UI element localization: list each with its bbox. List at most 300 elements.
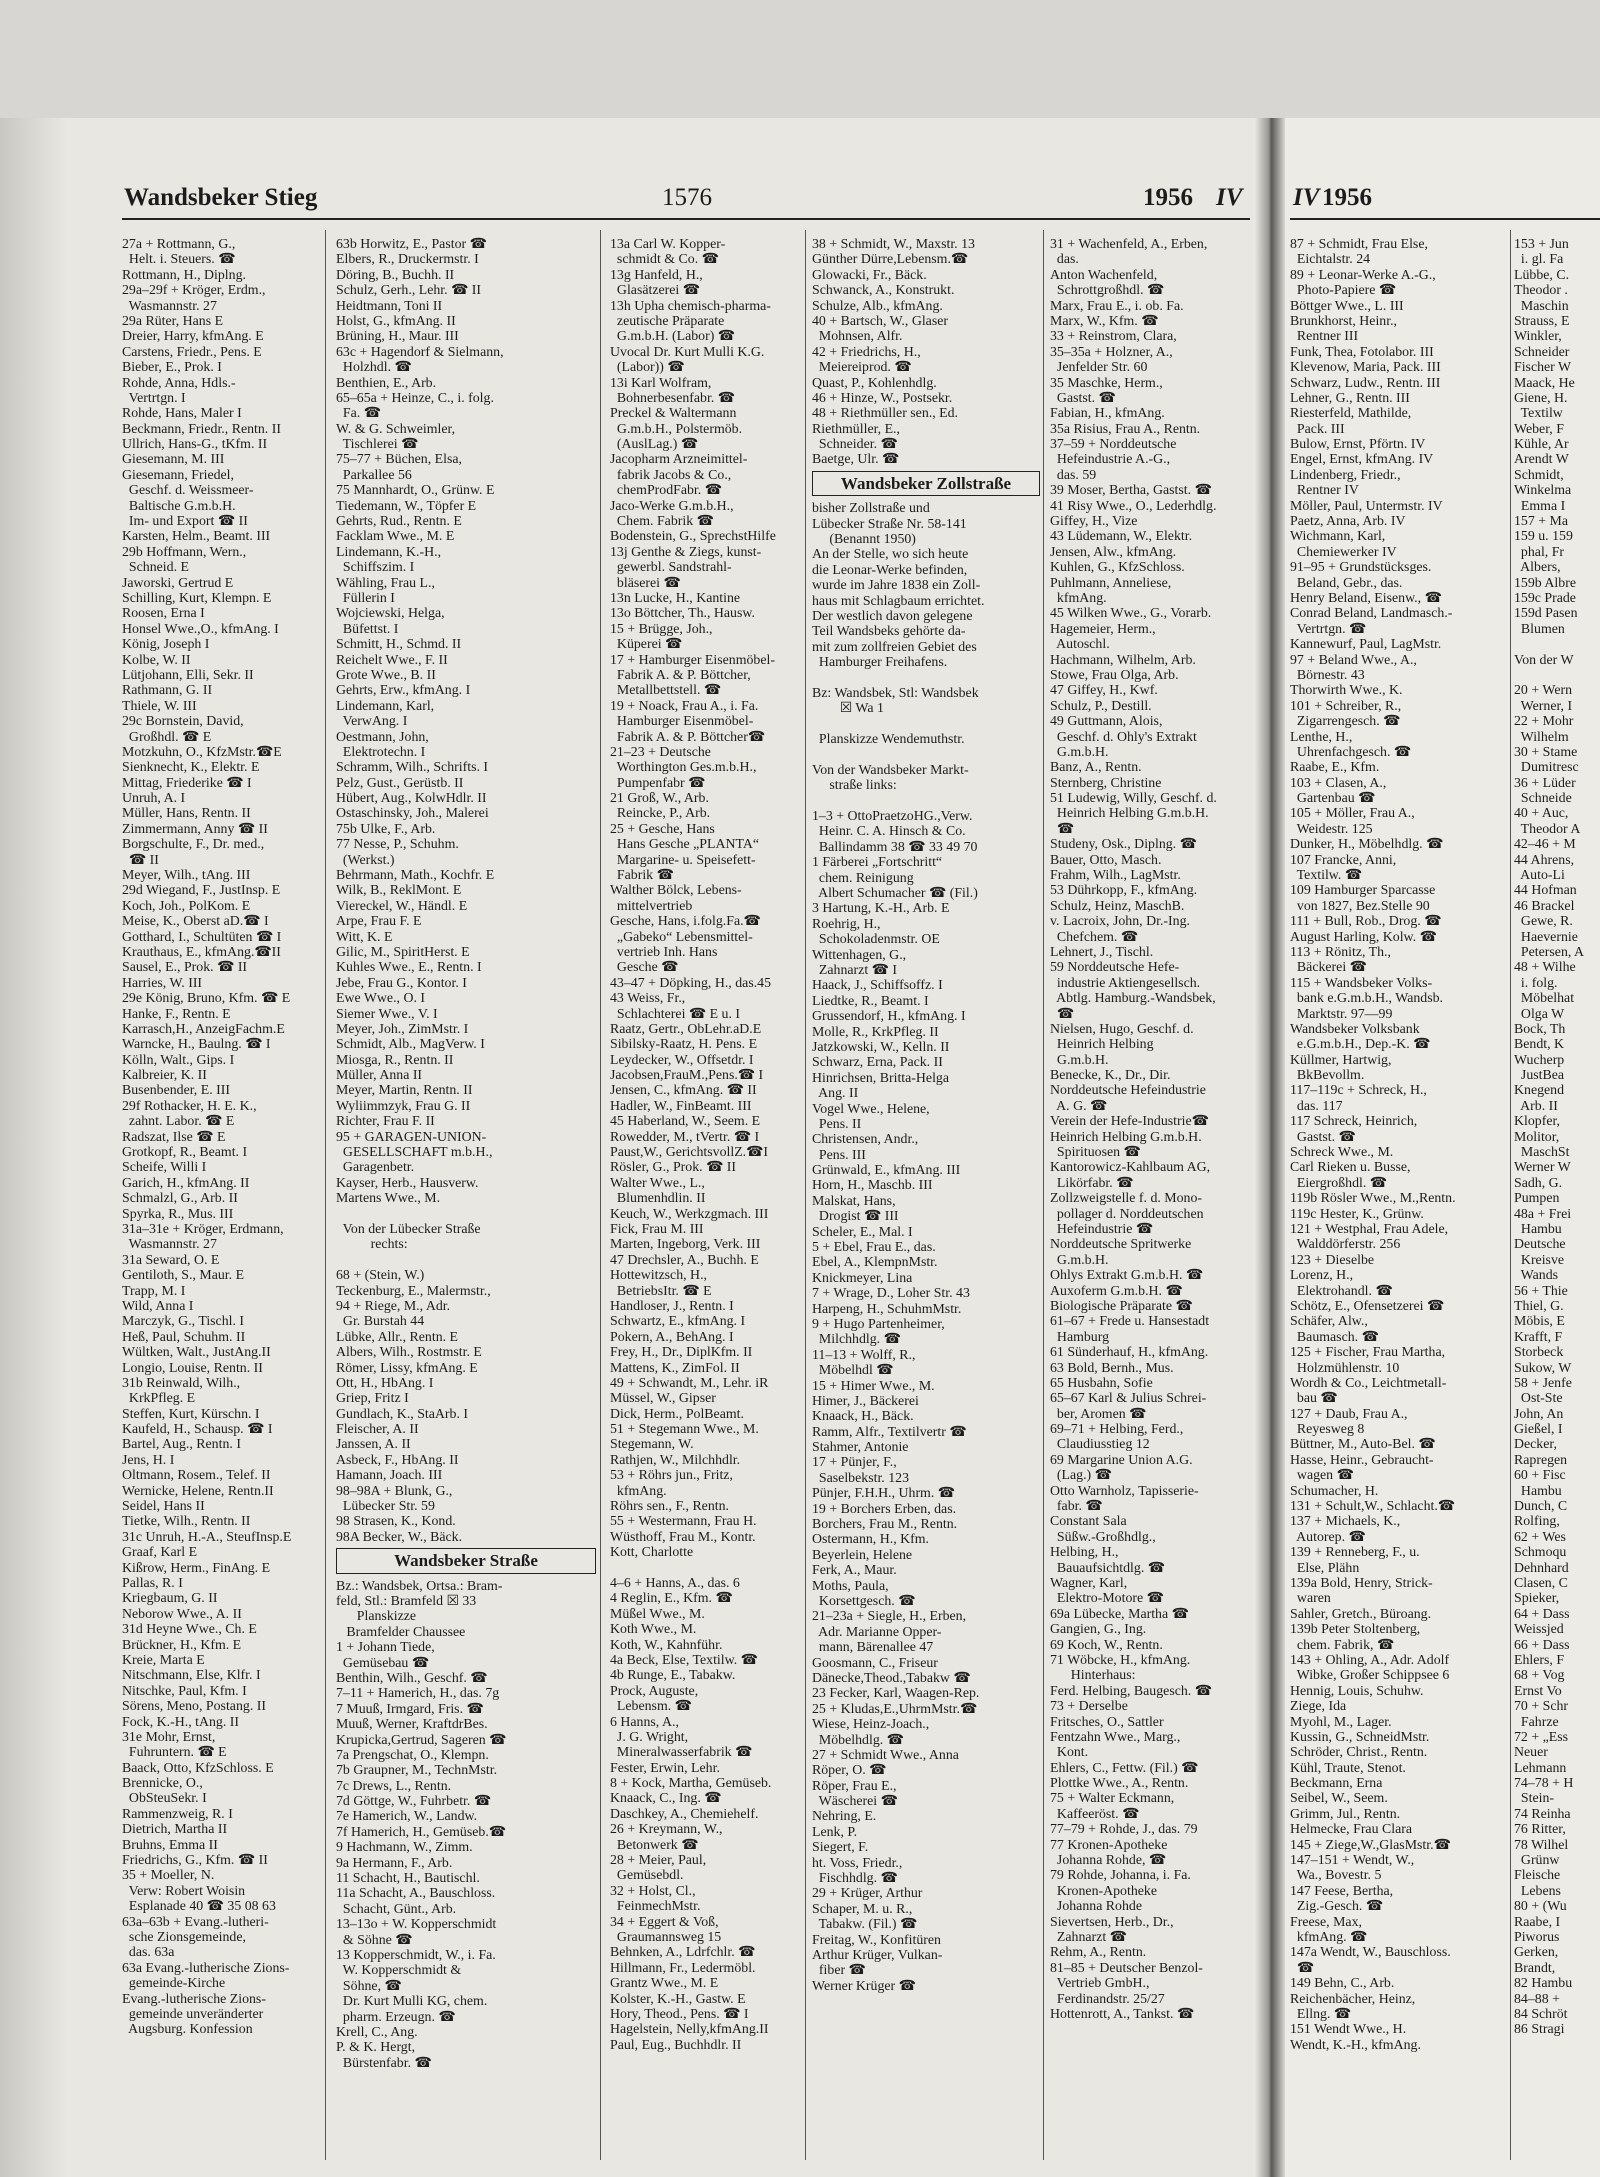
directory-entry: Kronen-Apotheke bbox=[1050, 1882, 1157, 1898]
directory-entry: Holst, G., kfmAng. II bbox=[336, 312, 456, 328]
directory-entry: Bartel, Aug., Rentn. I bbox=[122, 1436, 241, 1452]
directory-entry: 159d Pasen bbox=[1514, 605, 1578, 621]
directory-entry: Freese, Max, bbox=[1290, 1913, 1362, 1929]
directory-entry: 7c Drews, L., Rentn. bbox=[336, 1777, 452, 1793]
directory-entry: Lebens bbox=[1514, 1882, 1561, 1898]
directory-entry: Vogel Wwe., Helene, bbox=[812, 1100, 930, 1116]
directory-entry: Himer, J., Bäckerei bbox=[812, 1392, 919, 1408]
directory-entry: Jatzkowski, W., Kelln. II bbox=[812, 1038, 950, 1054]
directory-entry: 63c + Hagendorf & Sielmann, bbox=[336, 343, 504, 359]
directory-entry: Kolbe, W. II bbox=[122, 651, 191, 667]
directory-entry: Schokoladenmstr. OE bbox=[812, 931, 940, 947]
directory-entry: Giesemann, Friedel, bbox=[122, 466, 234, 482]
directory-entry: Schilling, Kurt, Klempn. E bbox=[122, 589, 272, 605]
directory-entry: Müller, Anna II bbox=[336, 1067, 423, 1083]
directory-entry: Hambu bbox=[1514, 1221, 1562, 1236]
directory-entry: Wittenhagen, G., bbox=[812, 946, 907, 962]
directory-entry: Rathjen, W., Milchhdlr. bbox=[610, 1451, 741, 1467]
directory-entry: Schwanck, A., Konstrukt. bbox=[812, 282, 955, 298]
directory-entry: „Gabeko“ Lebensmittel- bbox=[610, 928, 753, 944]
directory-entry: Muuß, Werner, KraftdrBes. bbox=[336, 1716, 488, 1732]
directory-entry: Johanna Rohde bbox=[1050, 1898, 1142, 1914]
directory-entry: Koth, W., Kahnführ. bbox=[610, 1636, 723, 1652]
directory-entry: Hagemeier, Herm., bbox=[1050, 620, 1156, 636]
directory-entry: Marktstr. 97—99 bbox=[1290, 1005, 1393, 1021]
directory-entry: Schneider bbox=[1514, 343, 1570, 359]
directory-entry: 121 + Westphal, Frau Adele, bbox=[1290, 1221, 1449, 1236]
directory-entry: 27a + Rottmann, G., bbox=[122, 236, 236, 251]
directory-entry: 147a Wendt, W., Bauschloss. bbox=[1290, 1944, 1451, 1960]
directory-entry: Carl Rieken u. Busse, bbox=[1290, 1159, 1411, 1175]
directory-entry: Schneider. ☎ bbox=[812, 436, 898, 452]
directory-entry: Unruh, A. I bbox=[122, 790, 186, 806]
directory-entry: 48a + Frei bbox=[1514, 1205, 1572, 1221]
directory-entry: zahnt. Labor. ☎ E bbox=[122, 1113, 235, 1129]
directory-entry: Sahler, Gretch., Büroang. bbox=[1290, 1605, 1432, 1621]
directory-entry: Claudiusstieg 12 bbox=[1050, 1436, 1150, 1452]
directory-entry: Wyliimmzyk, Frau G. II bbox=[336, 1097, 471, 1113]
directory-entry: 53 Dührkopp, F., kfmAng. bbox=[1050, 882, 1198, 898]
directory-entry: ☎ bbox=[1050, 1005, 1075, 1021]
directory-entry: Jens, H. I bbox=[122, 1451, 175, 1467]
directory-entry: 1–3 + OttoPraetzoHG.,Verw. bbox=[812, 808, 973, 824]
directory-entry: Kuhlen, G., KfzSchloss. bbox=[1050, 559, 1185, 575]
directory-entry: Baack, Otto, KfzSchloss. E bbox=[122, 1759, 274, 1775]
directory-entry: Bz.: Wandsbek, Ortsa.: Bram- bbox=[336, 1577, 503, 1593]
directory-entry: Schmidt, bbox=[1514, 466, 1564, 482]
directory-entry: Meise, K., Oberst aD.☎ I bbox=[122, 913, 269, 929]
directory-entry: Jensen, Alw., kfmAng. bbox=[1050, 543, 1177, 559]
directory-entry: Wagner, Karl, bbox=[1050, 1574, 1128, 1590]
directory-entry: Röper, Frau E., bbox=[812, 1777, 897, 1793]
column-divider bbox=[600, 230, 601, 2160]
directory-entry: 73 + Derselbe bbox=[1050, 1698, 1128, 1714]
directory-entry: Küperei ☎ bbox=[610, 636, 683, 652]
directory-entry: bank e.G.m.b.H., Wandsb. bbox=[1290, 990, 1443, 1006]
directory-entry: Engel, Ernst, kfmAng. IV bbox=[1290, 451, 1434, 467]
directory-entry: Gr. Burstah 44 bbox=[336, 1313, 425, 1329]
directory-entry: Betonwerk ☎ bbox=[610, 1836, 699, 1852]
directory-entry: Fabian, H., kfmAng. bbox=[1050, 405, 1165, 421]
directory-entry: Bulow, Ernst, Pförtn. IV bbox=[1290, 436, 1426, 452]
directory-entry: 32 + Holst, Cl., bbox=[610, 1882, 696, 1898]
directory-entry: Nitschmann, Else, Klfr. I bbox=[122, 1667, 261, 1683]
directory-entry: 55 + Westermann, Frau H. bbox=[610, 1513, 757, 1529]
directory-entry: Hagelstein, Nelly,kfmAng.II bbox=[610, 2021, 769, 2037]
directory-entry: Thorwirth Wwe., K. bbox=[1290, 682, 1403, 698]
directory-entry: Uvocal Dr. Kurt Mulli K.G. bbox=[610, 343, 765, 359]
directory-entry: Wäscherei ☎ bbox=[812, 1793, 898, 1809]
directory-entry: Gesche, Hans, i.folg.Fa.☎ bbox=[610, 913, 761, 929]
directory-entry: Ballindamm 38 ☎ 33 49 70 bbox=[812, 838, 978, 854]
directory-entry: Der westlich davon gelegene bbox=[812, 608, 973, 623]
directory-entry: Elektrotechn. I bbox=[336, 743, 426, 759]
directory-entry: 31d Heyne Wwe., Ch. E bbox=[122, 1621, 257, 1637]
directory-entry: 13n Lucke, H., Kantine bbox=[610, 589, 741, 605]
directory-entry: Chem. Fabrik ☎ bbox=[610, 513, 714, 529]
directory-entry: Rehm, A., Rentn. bbox=[1050, 1944, 1147, 1960]
directory-entry: Elbers, R., Druckermstr. I bbox=[336, 251, 479, 267]
directory-entry: 127 + Daub, Frau A., bbox=[1290, 1405, 1408, 1421]
directory-entry: Lehner, G., Rentn. III bbox=[1290, 389, 1410, 405]
directory-entry: Planskizze Wendemuthstr. bbox=[812, 731, 965, 747]
directory-entry: Seibel, W., Seem. bbox=[1290, 1790, 1388, 1806]
directory-entry: Moths, Paula, bbox=[812, 1577, 889, 1593]
directory-entry: 7 + Wrage, D., Loher Str. 43 bbox=[812, 1285, 970, 1301]
directory-entry: W. Kopperschmidt & bbox=[336, 1962, 462, 1978]
directory-entry: Fa. ☎ bbox=[336, 405, 381, 421]
directory-entry: kfmAng. bbox=[1050, 589, 1107, 605]
directory-entry: Hamann, Joach. III bbox=[336, 1467, 443, 1483]
directory-entry: 43 Weiss, Fr., bbox=[610, 990, 686, 1006]
directory-entry: Miosga, R., Rentn. II bbox=[336, 1051, 454, 1067]
directory-entry: Pallas, R. I bbox=[122, 1574, 183, 1590]
directory-entry: Kuhles Wwe., E., Rentn. I bbox=[336, 959, 482, 975]
directory-entry: 46 Brackel bbox=[1514, 897, 1575, 913]
directory-entry: 149 Behn, C., Arb. bbox=[1290, 1975, 1395, 1991]
directory-entry: Trapp, M. I bbox=[122, 1282, 186, 1298]
directory-entry: Fleische bbox=[1514, 1867, 1561, 1883]
directory-entry: 109 Hamburger Sparcasse bbox=[1290, 882, 1436, 898]
directory-entry: Bz: Wandsbek, Stl: Wandsbek bbox=[812, 684, 979, 700]
directory-entry: Margarine- u. Speisefett- bbox=[610, 851, 756, 867]
directory-entry: Baumasch. ☎ bbox=[1290, 1328, 1379, 1344]
directory-column-6 bbox=[1290, 236, 1508, 2160]
directory-entry: 1 + Johann Tiede, bbox=[336, 1639, 435, 1655]
directory-entry: Harries, W. III bbox=[122, 974, 203, 990]
directory-entry: Gehrts, Erw., kfmAng. I bbox=[336, 682, 471, 698]
directory-entry: Ehlers, F bbox=[1514, 1651, 1565, 1667]
directory-entry: 86 Stragi bbox=[1514, 2021, 1565, 2037]
directory-entry: 74 Reinha bbox=[1514, 1805, 1571, 1821]
directory-entry: Brunkhorst, Heinr., bbox=[1290, 312, 1398, 328]
directory-entry: Weidestr. 125 bbox=[1290, 820, 1373, 836]
directory-entry: 44 Ahrens, bbox=[1514, 851, 1575, 867]
directory-entry: Saselbekstr. 123 bbox=[812, 1469, 910, 1485]
directory-entry: Schulz, Gerh., Lehr. ☎ II bbox=[336, 282, 482, 298]
directory-entry: Gießel, I bbox=[1514, 1421, 1563, 1437]
directory-entry: Dreier, Harry, kfmAng. E bbox=[122, 328, 264, 344]
directory-entry: chem. Fabrik, ☎ bbox=[1290, 1636, 1395, 1652]
directory-entry: Zahnarzt ☎ bbox=[1050, 1928, 1127, 1944]
directory-entry: Von der Lübecker Straße bbox=[336, 1221, 481, 1236]
year-left: 1956 bbox=[1143, 184, 1193, 211]
directory-entry: Ziege, Ida bbox=[1290, 1698, 1347, 1714]
directory-entry: Sibilsky-Raatz, H. Pens. E bbox=[610, 1036, 758, 1052]
directory-entry: Von der W bbox=[1514, 651, 1574, 667]
directory-entry: Lindenberg, Friedr., bbox=[1290, 466, 1401, 482]
directory-entry: 29 + Krüger, Arthur bbox=[812, 1885, 923, 1901]
directory-entry: Heinrich Helbing bbox=[1050, 1036, 1154, 1052]
directory-entry: Theodor A bbox=[1514, 820, 1581, 836]
directory-entry: Friedrichs, G., Kfm. ☎ II bbox=[122, 1852, 268, 1868]
directory-entry: Martens Wwe., M. bbox=[336, 1190, 441, 1206]
directory-entry: 69–71 + Helbing, Ferd., bbox=[1050, 1421, 1184, 1437]
directory-entry: Wandsbeker Volksbank bbox=[1290, 1020, 1420, 1036]
directory-entry: Schaper, M. u. R., bbox=[812, 1900, 913, 1916]
directory-entry: Plottke Wwe., A., Rentn. bbox=[1050, 1775, 1189, 1791]
directory-entry: Sievertsen, Herb., Dr., bbox=[1050, 1913, 1174, 1929]
directory-entry: Bohnerbesenfabr. ☎ bbox=[610, 389, 736, 405]
directory-entry: Schötz, E., Ofensetzerei ☎ bbox=[1290, 1297, 1445, 1313]
directory-entry: Photo-Papiere ☎ bbox=[1290, 282, 1397, 298]
directory-entry: haus mit Schlagbaum errichtet. bbox=[812, 592, 985, 608]
directory-entry: 35 + Moeller, N. bbox=[122, 1867, 215, 1883]
directory-entry: 3 Hartung, K.-H., Arb. E bbox=[812, 900, 950, 916]
directory-entry: 159c Prade bbox=[1514, 589, 1576, 605]
directory-entry: 1 Färberei „Fortschritt“ bbox=[812, 854, 943, 870]
directory-entry: 107 Francke, Anni, bbox=[1290, 851, 1397, 867]
directory-entry: Frey, H., Dr., DiplKfm. II bbox=[610, 1344, 753, 1360]
directory-entry: kfmAng. ☎ bbox=[1290, 1928, 1368, 1944]
directory-entry: Albers, bbox=[1514, 559, 1561, 575]
directory-entry: Glowacki, Fr., Bäck. bbox=[812, 266, 927, 282]
directory-entry: Wilhelm bbox=[1514, 728, 1569, 744]
directory-entry: Knaack, H., Bäck. bbox=[812, 1408, 914, 1424]
directory-entry: Storbeck bbox=[1514, 1344, 1564, 1360]
directory-entry: Tiedemann, W., Töpfer E bbox=[336, 497, 477, 513]
directory-entry: Möbelhdlg. ☎ bbox=[812, 1731, 904, 1747]
directory-entry: Gilic, M., SpiritHerst. E bbox=[336, 943, 470, 959]
directory-entry: Beland, Gebr., das. bbox=[1290, 574, 1403, 590]
directory-entry: Wichmann, Karl, bbox=[1290, 528, 1386, 544]
directory-entry: Stegemann, W. bbox=[610, 1436, 694, 1452]
directory-entry: Baetge, Ulr. ☎ bbox=[812, 451, 900, 467]
directory-entry: Küllmer, Hartwig, bbox=[1290, 1051, 1392, 1067]
directory-entry: 29b Hoffmann, Wern., bbox=[122, 543, 247, 559]
column-divider bbox=[805, 230, 806, 2160]
directory-entry: 13 Kopperschmidt, W., i. Fa. bbox=[336, 1946, 496, 1962]
directory-entry: Beckmann, Erna bbox=[1290, 1775, 1383, 1791]
directory-entry: ☎ II bbox=[122, 851, 159, 867]
directory-entry: Fabrik A. & P. Böttcher, bbox=[610, 666, 751, 682]
directory-entry: Ferd. Helbing, Baugesch. ☎ bbox=[1050, 1682, 1212, 1698]
directory-entry: Marx, W., Kfm. ☎ bbox=[1050, 312, 1159, 328]
directory-entry: 35–35a + Holzner, A., bbox=[1050, 343, 1173, 359]
directory-entry: Wa., Bovestr. 5 bbox=[1290, 1867, 1382, 1883]
directory-entry: Horn, H., Maschb. III bbox=[812, 1177, 933, 1193]
directory-entry: Tabakw. (Fil.) ☎ bbox=[812, 1916, 918, 1932]
directory-entry: Krupicka,Gertrud, Sageren ☎ bbox=[336, 1731, 507, 1747]
directory-entry: 19 + Noack, Frau A., i. Fa. bbox=[610, 697, 759, 713]
directory-entry: Olga W bbox=[1514, 1005, 1565, 1021]
directory-entry: Reyesweg 8 bbox=[1290, 1421, 1365, 1437]
directory-entry: Quast, P., Kohlenhdlg. bbox=[812, 374, 937, 390]
directory-entry: 19 + Borchers Erben, das. bbox=[812, 1500, 957, 1516]
directory-entry: Griep, Fritz I bbox=[336, 1390, 409, 1406]
directory-entry: Eiergroßhdl. ☎ bbox=[1290, 1174, 1388, 1190]
directory-column-4 bbox=[812, 236, 1040, 2160]
directory-entry: Scheler, E., Mal. I bbox=[812, 1223, 913, 1239]
directory-entry: 113 + Rönitz, Th., bbox=[1290, 943, 1391, 959]
header-rule-right bbox=[1290, 218, 1600, 220]
directory-entry: Knickmeyer, Lina bbox=[812, 1269, 913, 1285]
directory-entry: 48 + Wilhe bbox=[1514, 959, 1576, 975]
directory-entry: Hamburger Freihafens. bbox=[812, 654, 948, 670]
directory-entry: Gartenbau ☎ bbox=[1290, 790, 1376, 806]
directory-entry: Seidel, Hans II bbox=[122, 1498, 205, 1514]
directory-entry: 40 + Bartsch, W., Glaser bbox=[812, 312, 948, 328]
directory-entry: i. folg. bbox=[1514, 974, 1558, 990]
directory-entry: 87 + Schmidt, Frau Else, bbox=[1290, 236, 1428, 251]
directory-entry: 82 Hambu bbox=[1514, 1975, 1573, 1991]
directory-entry: Prock, Auguste, bbox=[610, 1682, 699, 1698]
directory-entry: 4a Beck, Else, Textilw. ☎ bbox=[610, 1651, 758, 1667]
directory-entry: Helmecke, Frau Clara bbox=[1290, 1821, 1412, 1837]
directory-entry: Oestmann, John, bbox=[336, 728, 429, 744]
directory-entry: Hans Gesche „PLANTA“ bbox=[610, 836, 759, 852]
directory-entry: Dunch, C bbox=[1514, 1498, 1568, 1514]
directory-entry: 11–13 + Wolff, R., bbox=[812, 1346, 916, 1362]
directory-entry: Bieber, E., Prok. I bbox=[122, 359, 222, 375]
directory-entry: 59 Norddeutsche Hefe- bbox=[1050, 959, 1180, 975]
directory-entry: Gastst. ☎ bbox=[1050, 389, 1116, 405]
directory-entry: 30 + Stame bbox=[1514, 743, 1578, 759]
directory-entry: Grünwald, E., kfmAng. III bbox=[812, 1162, 961, 1178]
directory-entry: Römer, Lissy, kfmAng. E bbox=[336, 1359, 478, 1375]
directory-entry: 42–46 + M bbox=[1514, 836, 1576, 852]
directory-entry: 151 Wendt Wwe., H. bbox=[1290, 2021, 1407, 2037]
directory-entry: Büttner, M., Auto-Bel. ☎ bbox=[1290, 1436, 1436, 1452]
directory-entry: KrkPfleg. E bbox=[122, 1390, 196, 1406]
directory-entry: Fabrik ☎ bbox=[610, 867, 674, 883]
directory-entry: 49 Guttmann, Alois, bbox=[1050, 713, 1163, 729]
directory-entry: das. 59 bbox=[1050, 466, 1097, 482]
directory-entry: 65–65a + Heinze, C., i. folg. bbox=[336, 389, 494, 405]
directory-entry: Kott, Charlotte bbox=[610, 1544, 694, 1560]
directory-entry: Meyer, Martin, Rentn. II bbox=[336, 1082, 473, 1098]
directory-entry: Spyrka, R., Mus. III bbox=[122, 1205, 234, 1221]
directory-entry: das. 117 bbox=[1290, 1097, 1343, 1113]
directory-entry: Jensen, C., kfmAng. ☎ II bbox=[610, 1082, 757, 1098]
directory-entry bbox=[336, 1206, 596, 1221]
directory-entry: Paul, Eug., Buchhdlr. II bbox=[610, 2036, 742, 2052]
directory-entry: König, Joseph I bbox=[122, 636, 210, 652]
directory-entry: 72 + „Ess bbox=[1514, 1728, 1569, 1744]
directory-entry: Kayser, Herb., Hausverw. bbox=[336, 1174, 479, 1190]
directory-entry: 44 Hofman bbox=[1514, 882, 1577, 898]
directory-entry: Siemer Wwe., V. I bbox=[336, 1005, 438, 1021]
directory-entry: Jenfelder Str. 60 bbox=[1050, 359, 1148, 375]
directory-entry: Behnken, A., Ldrfchlr. ☎ bbox=[610, 1944, 756, 1960]
directory-column-5 bbox=[1050, 236, 1252, 2160]
directory-entry: 9a Hermann, F., Arb. bbox=[336, 1854, 453, 1870]
directory-entry: Sausel, E., Prok. ☎ II bbox=[122, 959, 248, 975]
directory-entry: 63b Horwitz, E., Pastor ☎ bbox=[336, 236, 487, 251]
directory-entry: 143 + Ohling, A., Adr. Adolf bbox=[1290, 1651, 1450, 1667]
directory-entry: Grotkopf, R., Beamt. I bbox=[122, 1144, 248, 1160]
directory-entry: Constant Sala bbox=[1050, 1513, 1127, 1529]
directory-entry: 84–88 + bbox=[1514, 1990, 1560, 2006]
directory-entry: Fleischer, A. II bbox=[336, 1421, 419, 1437]
directory-entry: Bruhns, Emma II bbox=[122, 1836, 218, 1852]
directory-entry: 69 Margarine Union A.G. bbox=[1050, 1451, 1193, 1467]
directory-entry: Lorenz, H., bbox=[1290, 1267, 1354, 1283]
directory-entry: 13g Hanfeld, H., bbox=[610, 266, 703, 282]
directory-entry bbox=[812, 670, 1040, 685]
directory-entry: Rottmann, H., Diplng. bbox=[122, 266, 246, 282]
directory-entry: 68 + (Stein, W.) bbox=[336, 1267, 425, 1283]
directory-entry: 76 Ritter, bbox=[1514, 1821, 1566, 1837]
directory-entry: Thiele, W. III bbox=[122, 697, 197, 713]
directory-entry: Baltische G.m.b.H. bbox=[122, 497, 236, 513]
directory-entry: 77 Kronen-Apotheke bbox=[1050, 1836, 1168, 1852]
directory-entry: Lübbe, C. bbox=[1514, 266, 1570, 282]
directory-entry: 33 + Reinstrom, Clara, bbox=[1050, 328, 1177, 344]
directory-entry: 125 + Fischer, Frau Martha, bbox=[1290, 1344, 1446, 1360]
directory-entry: 37–59 + Norddeutsche bbox=[1050, 436, 1177, 452]
street-section-heading: Wandsbeker Zollstraße bbox=[812, 471, 1040, 496]
directory-entry: Fick, Frau M. III bbox=[610, 1221, 704, 1236]
directory-entry: Schwarz, Erna, Pack. II bbox=[812, 1054, 943, 1070]
directory-entry: Busenbender, E. III bbox=[122, 1082, 230, 1098]
directory-entry: Puhlmann, Anneliese, bbox=[1050, 574, 1172, 590]
directory-entry: Eichtalstr. 24 bbox=[1290, 251, 1371, 267]
directory-entry: Wasmannstr. 27 bbox=[122, 297, 217, 313]
directory-entry: Theodor . bbox=[1514, 282, 1568, 298]
directory-entry: Gemüsebau ☎ bbox=[336, 1654, 430, 1670]
directory-entry: Pokern, A., BehAng. I bbox=[610, 1328, 734, 1344]
directory-entry: Raatz, Gertr., ObLehr.aD.E bbox=[610, 1020, 762, 1036]
directory-column-1 bbox=[122, 236, 322, 2160]
directory-entry: ☎ bbox=[1290, 1959, 1315, 1975]
directory-entry: Kriegbaum, G. II bbox=[122, 1590, 218, 1606]
directory-entry: Harpeng, H., SchuhmMstr. bbox=[812, 1300, 962, 1316]
directory-entry: gewerbl. Sandstrahl- bbox=[610, 559, 732, 575]
directory-entry: & Söhne ☎ bbox=[336, 1931, 413, 1947]
directory-entry: Decker, bbox=[1514, 1436, 1557, 1452]
directory-entry: Rathmann, G. II bbox=[122, 682, 213, 698]
directory-entry: Krell, C., Ang. bbox=[336, 2023, 418, 2039]
directory-entry: Ullrich, Hans-G., tKfm. II bbox=[122, 436, 268, 452]
directory-entry: Fuhruntern. ☎ E bbox=[122, 1744, 227, 1760]
directory-entry: Rowedder, M., tVertr. ☎ I bbox=[610, 1128, 760, 1144]
directory-entry: Brüning, H., Maur. III bbox=[336, 328, 459, 344]
directory-entry: Banz, A., Rentn. bbox=[1050, 759, 1142, 775]
directory-entry: Möbelhdl ☎ bbox=[812, 1362, 894, 1378]
directory-entry: 123 + Dieselbe bbox=[1290, 1251, 1375, 1267]
directory-entry: Zig.-Gesch. ☎ bbox=[1290, 1898, 1384, 1914]
directory-entry: Rentner III bbox=[1290, 328, 1359, 344]
directory-entry: 31c Unruh, H.-A., SteufInsp.E bbox=[122, 1528, 292, 1544]
directory-entry: Schäfer, Alw., bbox=[1290, 1313, 1368, 1329]
directory-entry: Verw: Robert Woisin bbox=[122, 1882, 246, 1898]
directory-entry: Klopfer, bbox=[1514, 1113, 1561, 1129]
directory-entry: Warncke, H., Baulng. ☎ I bbox=[122, 1036, 271, 1052]
directory-entry: Schmitt, H., Schmd. II bbox=[336, 636, 462, 652]
directory-entry: 51 Ludewig, Willy, Geschf. d. bbox=[1050, 790, 1217, 806]
directory-entry: Wordh & Co., Leichtmetall- bbox=[1290, 1374, 1447, 1390]
directory-entry: Süßw.-Großhdlg., bbox=[1050, 1528, 1156, 1544]
directory-entry: 51 + Stegemann Wwe., M. bbox=[610, 1421, 759, 1437]
directory-entry: Metallbettstell. ☎ bbox=[610, 682, 722, 698]
directory-entry: Else, Plähn bbox=[1290, 1559, 1360, 1575]
directory-entry: Scheife, Willi I bbox=[122, 1159, 207, 1175]
directory-entry: Steffen, Kurt, Kürschn. I bbox=[122, 1405, 260, 1421]
directory-entry: Werner Krüger ☎ bbox=[812, 1977, 916, 1993]
directory-entry: 29a–29f + Kröger, Erdm., bbox=[122, 282, 266, 298]
directory-entry: 63 Bold, Bernh., Mus. bbox=[1050, 1359, 1174, 1375]
directory-entry: Schreck Wwe., M. bbox=[1290, 1144, 1394, 1160]
directory-entry: 46 + Hinze, W., Postsekr. bbox=[812, 389, 953, 405]
directory-entry: Marx, Frau E., i. ob. Fa. bbox=[1050, 297, 1184, 313]
directory-entry: Kühl, Traute, Stenot. bbox=[1290, 1759, 1406, 1775]
directory-entry: 29a Rüter, Hans E bbox=[122, 312, 224, 328]
directory-entry: Reincke, P., Arb. bbox=[610, 805, 711, 821]
directory-entry: Leydecker, W., Offsetdr. I bbox=[610, 1051, 754, 1067]
directory-entry: 131 + Schult,W., Schlacht.☎ bbox=[1290, 1498, 1456, 1514]
directory-entry: Abtlg. Hamburg.-Wandsbek, bbox=[1050, 990, 1216, 1006]
